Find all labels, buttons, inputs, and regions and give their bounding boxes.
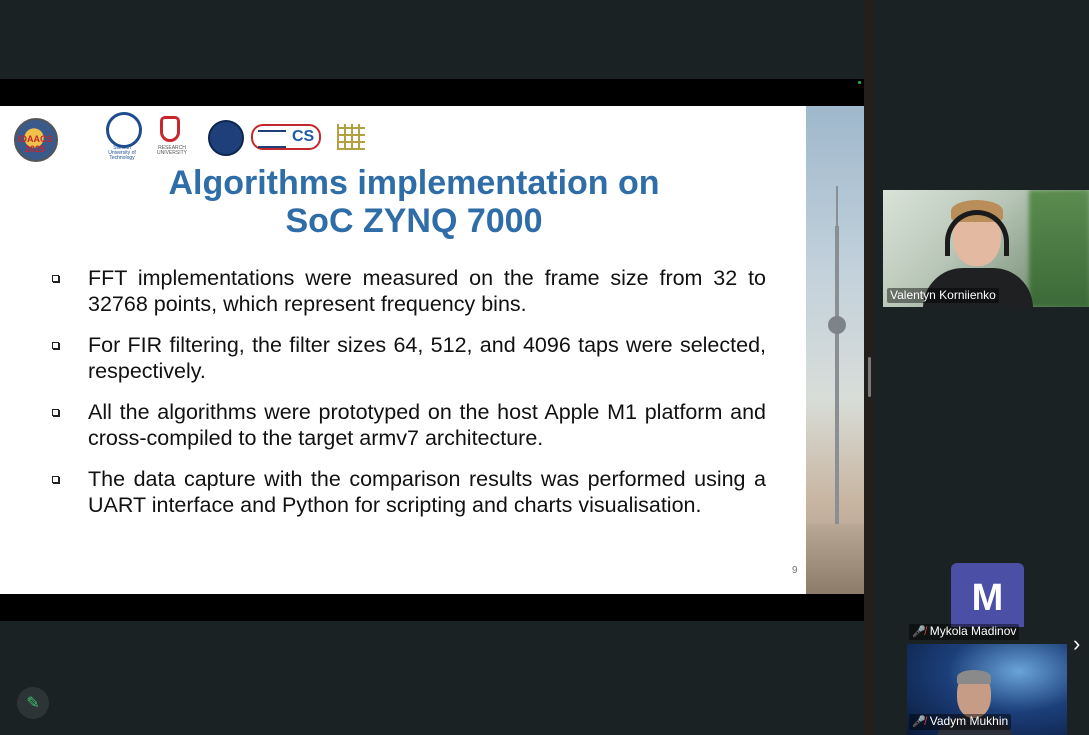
chevron-right-icon[interactable]: › — [1073, 631, 1081, 656]
conference-globe-logo-text: IDAACS 2025 — [18, 134, 53, 154]
slide-title-line-1: Algorithms implementation on — [168, 164, 660, 202]
annotate-button[interactable] — [17, 687, 49, 719]
sharing-indicator-dot — [858, 81, 861, 84]
university-seal-logo — [208, 120, 244, 156]
square-bullet-icon — [52, 275, 59, 282]
participant-avatar[interactable] — [951, 563, 1024, 627]
bullet-item — [52, 266, 766, 317]
bullet-text: FFT implementations were measured on the frame size from 32 to 32768 points, which represent frequency bins. — [88, 266, 766, 316]
video-background-plant — [1029, 190, 1089, 307]
mic-off-icon: 🎤̸ — [912, 626, 926, 638]
ics-logo-text: CS — [292, 128, 315, 145]
research-university-logo-text: RESEARCH UNIVERSITY — [156, 145, 187, 156]
participant-hair — [957, 670, 991, 684]
city-skyline — [806, 524, 864, 594]
participant-name-label: Valentyn Korniienko — [887, 288, 999, 303]
presentation-slide — [0, 106, 864, 594]
silesian-university-logo-text: Silesian University of Technology — [108, 145, 136, 161]
slide-title — [0, 164, 828, 240]
tower-needle — [836, 186, 838, 231]
participant-video-tile[interactable] — [883, 190, 1089, 307]
splitter-drag-handle[interactable] — [868, 357, 871, 397]
avatar-letter: M — [971, 577, 1004, 619]
slide-page-number: 9 — [792, 565, 798, 576]
bullet-item — [52, 467, 766, 518]
ics-network-icon — [258, 130, 286, 148]
slide-side-photo — [806, 106, 864, 594]
participant-name-tag — [909, 714, 1011, 730]
mic-off-icon: 🎤̸ — [912, 716, 926, 728]
research-university-logo — [160, 116, 180, 142]
square-bullet-icon — [52, 342, 59, 349]
participant-name-tag — [909, 624, 1019, 640]
bullet-item — [52, 333, 766, 384]
bullet-text: All the algorithms were prototyped on the host Apple M1 platform and cross-compiled to the target armv7 architecture. — [88, 400, 766, 450]
grid-logo — [337, 124, 365, 150]
pencil-icon: ✎ — [26, 695, 40, 712]
participant-name-label: Vadym Mukhin — [929, 714, 1009, 728]
tower-head — [828, 316, 846, 334]
square-bullet-icon — [52, 409, 59, 416]
silesian-university-logo — [106, 112, 142, 148]
bullet-text: The data capture with the comparison results was performed using a UART interface and Python for scripting and charts visualisation. — [88, 467, 766, 517]
bullet-item — [52, 400, 766, 451]
bullet-text: For FIR filtering, the filter sizes 64, 512, and 4096 taps were selected, respectively. — [88, 333, 766, 383]
square-bullet-icon — [52, 476, 59, 483]
participant-name-label: Mykola Madinov — [929, 624, 1017, 638]
slide-title-line-2: SoC ZYNQ 7000 — [285, 202, 543, 240]
slide-bullet-list — [52, 266, 766, 534]
